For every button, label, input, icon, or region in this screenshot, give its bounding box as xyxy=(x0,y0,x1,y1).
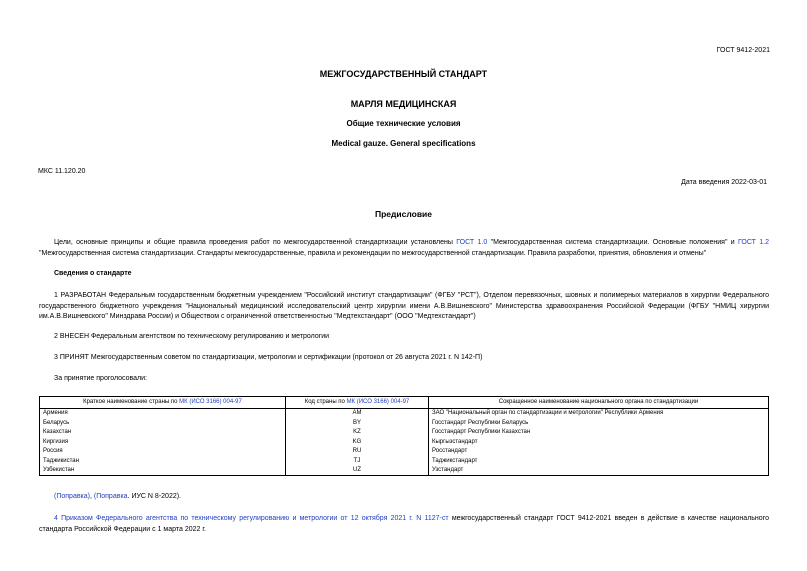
country-cell: Киргизия xyxy=(40,437,286,447)
table-row xyxy=(40,428,769,438)
table-row xyxy=(40,456,769,466)
code-cell: UZ xyxy=(286,466,429,476)
amendment-tail: . ИУС N 8-2022). xyxy=(127,493,182,500)
code-cell: BY xyxy=(286,418,429,428)
item-4-enacted xyxy=(39,514,769,535)
country-cell: Россия xyxy=(40,447,286,457)
body-cell: Кыргызстандарт xyxy=(429,437,769,447)
table-row xyxy=(40,466,769,476)
intro-text-1: Цели, основные принципы и общие правила проведения работ по межгосударственной стандартизации установлены xyxy=(54,239,453,246)
code-cell: RU xyxy=(286,447,429,457)
intro-text-2: "Межгосударственная система стандартизации. Основные положения" и xyxy=(490,239,735,246)
column-header-code-text: Код страны по xyxy=(304,399,345,406)
item-2-submitted: 2 ВНЕСЕН Федеральным агентством по техническому регулированию и метрологии xyxy=(54,333,330,340)
order-link[interactable]: Приказом Федерального агентства по техническому регулированию и метрологии от 12 октября 2021 г. N 1127-ст xyxy=(61,515,449,522)
code-cell: KZ xyxy=(286,428,429,438)
gost-1-0-link[interactable]: ГОСТ 1.0 xyxy=(456,239,488,246)
table-row xyxy=(40,418,769,428)
preface-heading: Предисловие xyxy=(374,209,433,219)
country-cell: Беларусь xyxy=(40,418,286,428)
vote-label: За принятие проголосовали: xyxy=(54,375,147,382)
column-header-country xyxy=(40,397,286,409)
document-subtitle: Общие технические условия xyxy=(346,119,461,128)
mk-iso-3166-link[interactable]: МК (ИСО 3166) 004-97 xyxy=(346,399,410,406)
body-cell: ЗАО "Национальный орган по стандартизации и метрологии" Республики Армения xyxy=(429,408,769,418)
body-cell: Узстандарт xyxy=(429,466,769,476)
table-row xyxy=(40,447,769,457)
item-4-text: межгосударственный стандарт ГОСТ 9412-2021 введен в действие в качестве национального стандарта Российской Федерации с 1 марта 2022 г. xyxy=(39,515,769,533)
effective-date: Дата введения 2022-03-01 xyxy=(681,179,767,186)
mks-code: МКС 11.120.20 xyxy=(38,168,86,175)
document-type-title: МЕЖГОСУДАРСТВЕННЫЙ СТАНДАРТ xyxy=(319,69,488,79)
code-cell: AM xyxy=(286,408,429,418)
document-code: ГОСТ 9412-2021 xyxy=(716,47,770,54)
table-row xyxy=(40,437,769,447)
standard-info-heading: Сведения о стандарте xyxy=(54,270,132,277)
code-cell: TJ xyxy=(286,456,429,466)
country-cell: Узбекистан xyxy=(40,466,286,476)
amendment-separator: , xyxy=(90,493,94,500)
column-header-country-text: Краткое наименование страны по xyxy=(83,399,178,406)
item-1-developed: 1 РАЗРАБОТАН Федеральным государственным бюджетным учреждением "Российский институт стандартизации" (ФГБУ "РСТ"), Отделом перевязочных, шовных и полимерных материалов в хирургии Федерального государственного бюджетного учреждения "Национальный медицинский исследовательский центр хирургии имени А.В.Вишневского" Министерства здравоохранения Российской Федерации (ФГБУ "НМИЦ хирургии им.А.В.Вишневского" Минздрава России) и Обществом с ограниченной ответственностью "Медтехстандарт" (ООО "Медтехстандарт") xyxy=(39,292,769,320)
body-cell: Таджикстандарт xyxy=(429,456,769,466)
column-header-code xyxy=(286,397,429,409)
amendment-link[interactable]: (Поправка) xyxy=(54,493,90,500)
body-cell: Госстандарт Республики Беларусь xyxy=(429,418,769,428)
item-3-adopted: 3 ПРИНЯТ Межгосударственным советом по стандартизации, метрологии и сертификации (протокол от 26 августа 2021 г. N 142-П) xyxy=(54,354,483,361)
country-cell: Таджикистан xyxy=(40,456,286,466)
intro-text-3: "Межгосударственная система стандартизации. Стандарты межгосударственные, правила и рекомендации по межгосударственной стандартизации. Правила разработки, принятия, обновления и отмены" xyxy=(39,249,707,257)
mk-iso-3166-link[interactable]: МК (ИСО 3166) 004-97 xyxy=(179,399,242,406)
preface-intro xyxy=(39,238,769,259)
table-header-row xyxy=(40,397,769,409)
column-header-body: Сокращенное наименование национального органа по стандартизации xyxy=(429,397,769,409)
document-title: МАРЛЯ МЕДИЦИНСКАЯ xyxy=(350,99,457,109)
country-cell: Казахстан xyxy=(40,428,286,438)
code-cell: KG xyxy=(286,437,429,447)
amendments-line xyxy=(39,492,769,503)
table-row xyxy=(40,408,769,418)
document-title-english: Medical gauze. General specifications xyxy=(331,139,476,148)
body-cell: Госстандарт Республики Казахстан xyxy=(429,428,769,438)
body-cell: Росстандарт xyxy=(429,447,769,457)
amendment-link[interactable]: (Поправка xyxy=(93,493,128,500)
country-cell: Армения xyxy=(40,408,286,418)
order-link-number[interactable]: 4 xyxy=(54,515,58,522)
gost-1-2-link[interactable]: ГОСТ 1.2 xyxy=(737,239,769,246)
voting-countries-table xyxy=(39,396,769,476)
